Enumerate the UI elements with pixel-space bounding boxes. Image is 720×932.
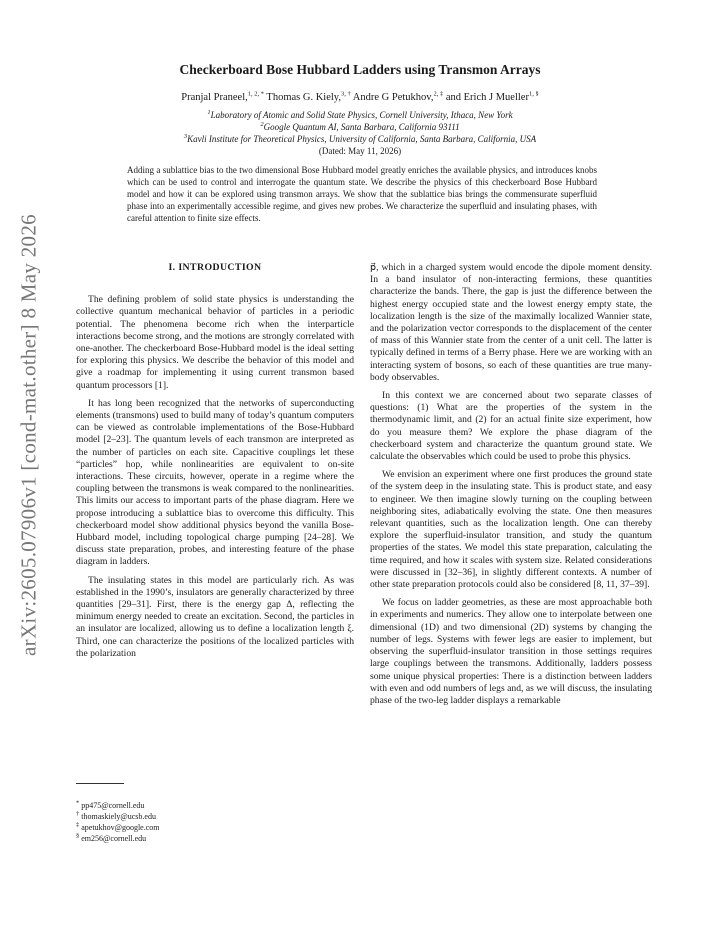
body-paragraph: The defining problem of solid state physics is understanding the collective quantum mechanical behavior of particles in a periodic potential. The phenomena become rich when the interparticle interactions become strong, and the motions are strongly correlated with one-another. The checkerboard Bose-Hubbard model is the ideal setting for exploring this physics. We describe the behavior of this model and give a roadmap for implementing it using current transmon based quantum processors [1]. [76,294,354,391]
abstract: Adding a sublattice bias to the two dimensional Bose Hubbard model greatly enriches the available physics, and introduces knobs which can be used to control and interrogate the quantum state. We describe the physics of this checkerboard Bose Hubbard model and how it can be explored using transmon arrays. We show that the sublattice bias brings the commensurate superfluid phase into an experimentally accessible regime, and gives new probes. We characterize the superfluid and insulating phases, with careful attention to finite size effects. [127,165,597,223]
footnote-email[interactable]: apetukhov@google.com [81,823,160,832]
author-marks: 2, ‡ [433,90,444,98]
footnote-email[interactable]: pp475@cornell.edu [81,801,145,810]
author-marks: 1, § [528,90,539,98]
footnote-mark: § [76,832,80,840]
affiliation-text: Laboratory of Atomic and Solid State Physics, Cornell University, Ithaca, New York [210,110,513,120]
section-heading: I. INTRODUCTION [168,262,262,273]
footnote-email[interactable]: thomaskiely@ucsb.edu [81,812,156,821]
paper-title: Checkerboard Bose Hubbard Ladders using Transmon Arrays [179,62,541,77]
footnote-item [76,833,160,844]
author-marks: 1, 2, * [247,90,264,98]
author-name: Andre G Petukhov, [350,92,434,103]
right-column [370,262,652,713]
author-name: Thomas G. Kiely, [264,92,341,103]
footnote-mark: * [76,799,80,807]
footnote-item [76,811,160,822]
body-paragraph: In this context we are concerned about two separate classes of questions: (1) What are the properties of the system in the thermodynamic limit, and (2) for an actual finite size experiment, how do you measure them? We explore the phase diagram of the checkerboard system and characterize the quantum ground state. We calculate the observables which could be used to probe this physics. [370,390,652,463]
body-paragraph: p⃗, which in a charged system would encode the dipole moment density. In a band insulator of non-interacting fermions, these quantities characterize the bands. There, the gap is just the difference between the highest energy occupied state and the lowest energy empty state, the localization length is the size of the maximally localized Wannier state, and the polarization vector corresponds to the displacement of the center of mass of this Wannier state from the center of a unit cell. The latter is typically defined in terms of a Berry phase. Here we are working with an interacting system of bosons, so each of these quantities are true many-body observables. [370,262,652,383]
author-name: Pranjal Praneel, [181,92,248,103]
dated-line: (Dated: May 11, 2026) [318,146,402,156]
body-paragraph: The insulating states in this model are particularly rich. As was established in the 1990’s, insulators are generally characterized by three quantities [29–31]. First, there is the energy gap Δ, reflecting the minimum energy needed to create an excitation. Second, the particles in an insulator are localized, allowing us to define a localization length ξ. Third, one can characterize the positions of the localized particles with the polarization [76,574,354,659]
body-paragraph: It has long been recognized that the networks of superconducting elements (transmons) used to build many of today’s quantum computers can be viewed as controlable implementations of the Bose-Hubbard model [2–23]. The quantum levels of each transmon are interpreted as the number of particles on each site. Capacitive couplings let these “particles” hop, while nonlinearities are equivalent to on-site interactions. These circuits, however, operate in a regime where the coupling between the transmons is weak compared to the nonlinearities. This limits our access to important parts of the phase diagram. Here we propose introducing a sublattice bias to overcome this difficulty. This checkerboard model show additional physics beyond the vanilla Bose-Hubbard model, including topological charge pumping [24–28]. We discuss state preparation, probes, and interesting feature of the phase diagram in ladders. [76,397,354,568]
affiliation-number: 3 [183,133,188,140]
affiliation-number: 1 [207,109,211,116]
affiliation-number: 2 [260,121,264,128]
footnote-mark: † [76,810,80,818]
arxiv-identifier: arXiv:2605.07906v1 [cond-mat.other] 8 May 2026 [16,214,41,656]
affiliation [0,134,720,144]
footnotes [76,800,160,844]
affiliation-text: Google Quantum AI, Santa Barbara, California 93111 [263,122,460,132]
affiliation [0,110,720,120]
footnote-email[interactable]: em256@cornell.edu [81,834,147,843]
author-marks: 3, † [341,90,351,98]
body-paragraph: We envision an experiment where one first produces the ground state of the system deep in the insulating state. This is product state, and easy to engineer. We then imagine slowly turning on the coupling between neighboring sites, adiabatically evolving the state. One then measures relevant quantities, such as the localization length. One can thereby explore the superfluid-insulator transition, and study the quantum properties of the states. We model this state preparation, calculating the time required, and how it scales with system size. Related considerations were discussed in [32–36], in slightly different contexts. A number of other state preparation protocols could also be considered [8, 11, 37–39]. [370,469,652,591]
arxiv-sidebar-stamp [10,215,48,655]
body-paragraph: We focus on ladder geometries, as these are most approachable both in experiments and numerics. They allow one to interpolate between one dimensional (1D) and two dimensional (2D) systems by changing the number of legs. Systems with fewer legs are easier to implement, but observing the superfluid-insulator transition in those settings requires large couplings between the transmons. Additionally, ladders possess some unique physical properties: There is a distinction between ladders with even and odd numbers of legs and, as we will discuss, the insulating phase of the two-leg ladder displays a remarkable [370,597,652,706]
author-list [0,92,720,103]
footnote-item [76,800,160,811]
left-column [76,262,354,666]
footnote-rule [76,783,124,784]
author-name: and Erich J Mueller [443,92,529,103]
affiliation-text: Kavli Institute for Theoretical Physics, University of California, Santa Barbara, California, USA [187,134,537,144]
footnote-item [76,822,160,833]
affiliation [0,122,720,132]
footnote-mark: ‡ [76,821,80,829]
